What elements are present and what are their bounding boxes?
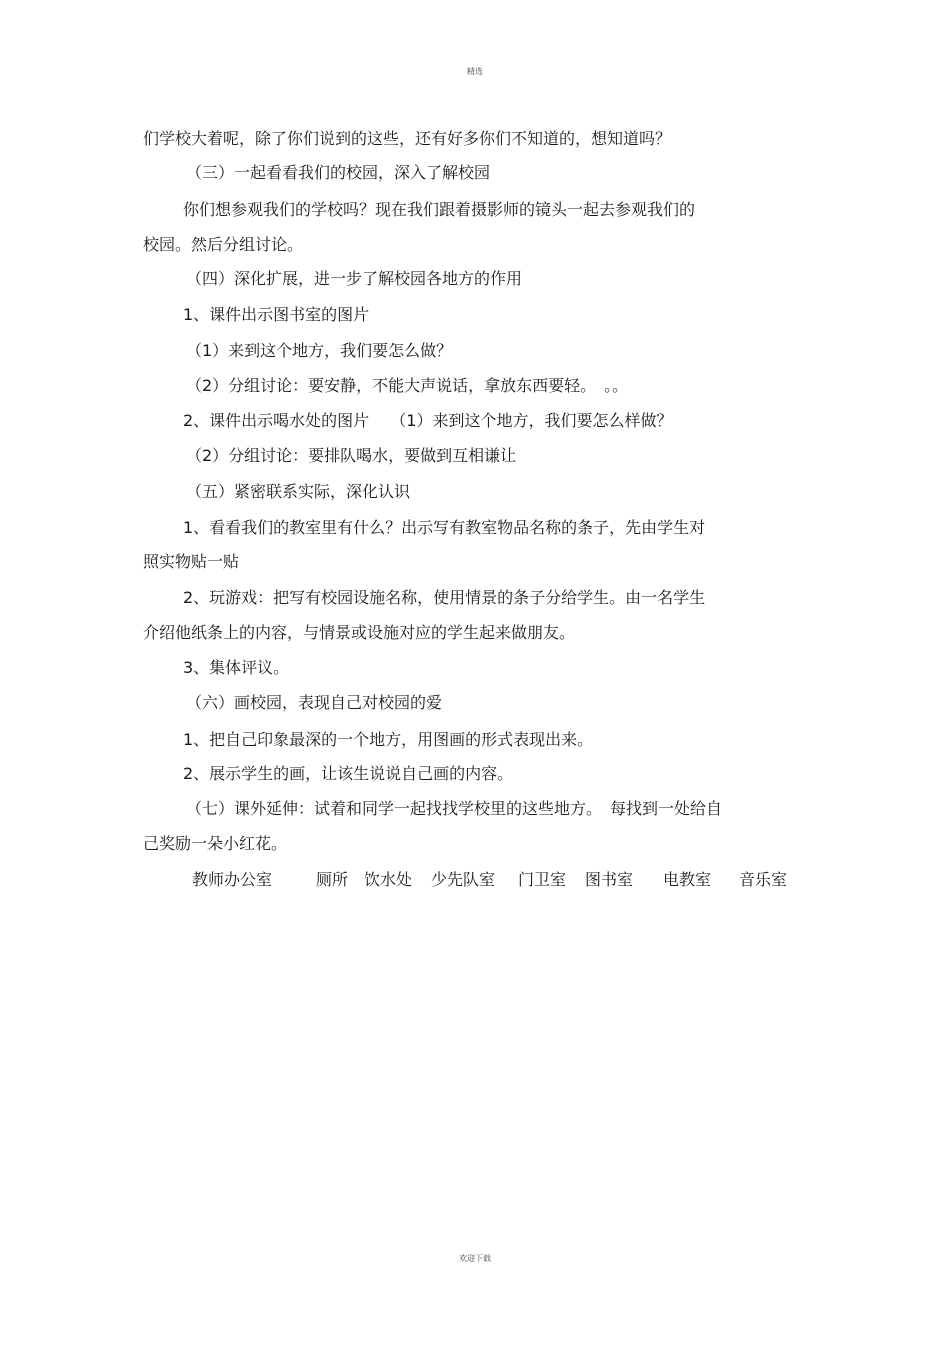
facility-item: 图书室	[585, 870, 634, 889]
facility-item: 门卫室	[518, 870, 567, 889]
paragraph-line: 校园。然后分组讨论。	[143, 235, 304, 254]
facility-item: 厕所	[316, 870, 349, 889]
paragraph-line: 照实物贴一贴	[143, 552, 240, 571]
section-heading: （六）画校园，表现自己对校园的爱	[186, 693, 443, 712]
facility-item: 电教室	[663, 870, 712, 889]
list-item: 2、课件出示喝水处的图片 （1）来到这个地方，我们要怎么样做？	[183, 411, 673, 430]
paragraph-line: 们学校大着呢，除了你们说到的这些，还有好多你们不知道的，想知道吗？	[143, 129, 672, 148]
list-item: 1、把自己印象最深的一个地方，用图画的形式表现出来。	[183, 730, 594, 749]
list-item: 1、课件出示图书室的图片	[183, 305, 370, 324]
section-heading: （七）课外延伸：试着和同学一起找找学校里的这些地方。 每找到一处给自	[186, 799, 723, 818]
paragraph-line: 己奖励一朵小红花。	[143, 834, 288, 853]
list-item: （2）分组讨论：要排队喝水，要做到互相谦让	[186, 446, 517, 465]
page-footer: 欢迎下载	[459, 1254, 491, 1263]
facility-item: 音乐室	[739, 870, 788, 889]
list-item: 1、看看我们的教室里有什么？出示写有教室物品名称的条子，先由学生对	[183, 518, 706, 537]
section-heading: （四）深化扩展，进一步了解校园各地方的作用	[186, 269, 523, 288]
paragraph-line: 你们想参观我们的学校吗？现在我们跟着摄影师的镜头一起去参观我们的	[183, 200, 696, 219]
page-header: 精选	[467, 67, 483, 76]
list-item: 2、玩游戏：把写有校园设施名称，使用情景的条子分给学生。由一名学生	[183, 588, 706, 607]
facility-item: 饮水处	[364, 870, 413, 889]
list-item: 2、展示学生的画，让该生说说自己画的内容。	[183, 764, 514, 783]
list-item: 3、集体评议。	[183, 658, 290, 677]
paragraph-line: 介绍他纸条上的内容，与情景或设施对应的学生起来做朋友。	[143, 623, 576, 642]
list-item: （2）分组讨论：要安静，不能大声说话，拿放东西要轻。 。。	[186, 376, 629, 395]
section-heading: （三）一起看看我们的校园，深入了解校园	[186, 163, 491, 182]
section-heading: （五）紧密联系实际，深化认识	[186, 482, 411, 501]
facility-item: 教师办公室	[192, 870, 273, 889]
facility-item: 少先队室	[431, 870, 496, 889]
list-item: （1）来到这个地方，我们要怎么做？	[186, 341, 453, 360]
